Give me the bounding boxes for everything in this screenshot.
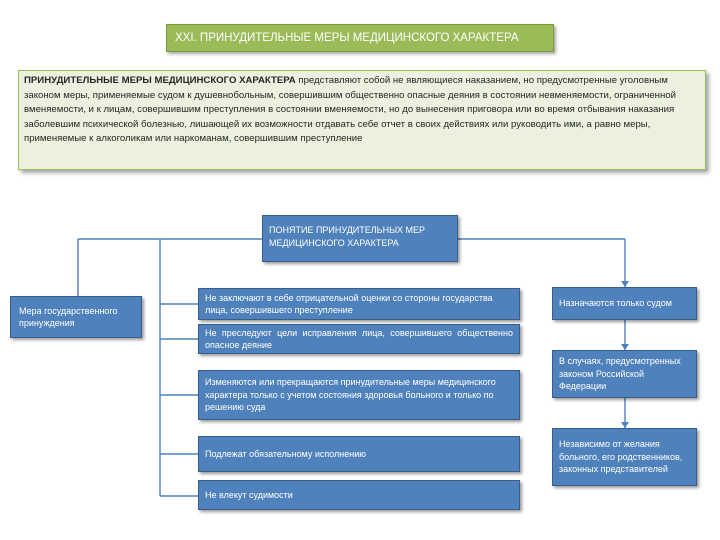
feature-label: Изменяются или прекращаются принудительные меры медицинского характера только с учетом состояния здоровья больного и только по решению суда [205,377,496,413]
measure-box [10,296,142,338]
feature-box-no-negative-assessment [198,288,520,320]
concept-label: ПОНЯТИЕ ПРИНУДИТЕЛЬНЫХ МЕР МЕДИЦИНСКОГО ХАРАКТЕРА [269,225,426,248]
feature-box-no-conviction [198,480,520,510]
slide-title-text: XXI. ПРИНУДИТЕЛЬНЫЕ МЕРЫ МЕДИЦИНСКОГО ХАРАКТЕРА [175,32,519,44]
definition-term: ПРИНУДИТЕЛЬНЫЕ МЕРЫ МЕДИЦИНСКОГО ХАРАКТЕРА [24,75,296,86]
measure-label: Мера государственного принуждения [19,305,118,328]
right-box-regardless-of-will [552,428,697,486]
concept-box [262,215,458,262]
slide-title [166,24,554,52]
feature-box-no-correction-goal [198,324,520,354]
feature-label: Не преследуют цели исправления лица, совершившего общественно опасное деяние [205,327,513,350]
right-box-label: Назначаются только судом [559,298,672,309]
right-box-court-only [552,287,697,320]
right-box-label: В случаях, предусмотренных законом Российской Федерации [559,356,681,392]
feature-box-changed-by-court [198,370,520,420]
feature-label: Подлежат обязательному исполнению [205,448,367,459]
feature-label: Не влекут судимости [205,489,293,500]
right-box-label: Независимо от желания больного, его родственников, законных представителей [559,439,683,475]
definition-text: представляют собой не являющиеся наказанием, но предусмотренные уголовным законом меры, применяемые судом к душевнобольным, совершившим общественно опасные деяния в состоянии невменяемости, ограниченной вменяемости, и к лицам, совершившим преступления в состоянии вменяемости, но до вынесения приговора или во время отбывания наказания заболевшим психической болезнью, лишающей их возможности отдавать себе отчет в своих действиях или руководить ими, а равно меры, применяемые к алкоголикам или наркоманам, совершившим преступление [24,75,676,145]
feature-box-mandatory [198,436,520,472]
feature-label: Не заключают в себе отрицательной оценки со стороны государства лица, совершившего преступление [205,292,493,315]
definition-box [18,70,706,170]
right-box-law-cases [552,350,697,398]
